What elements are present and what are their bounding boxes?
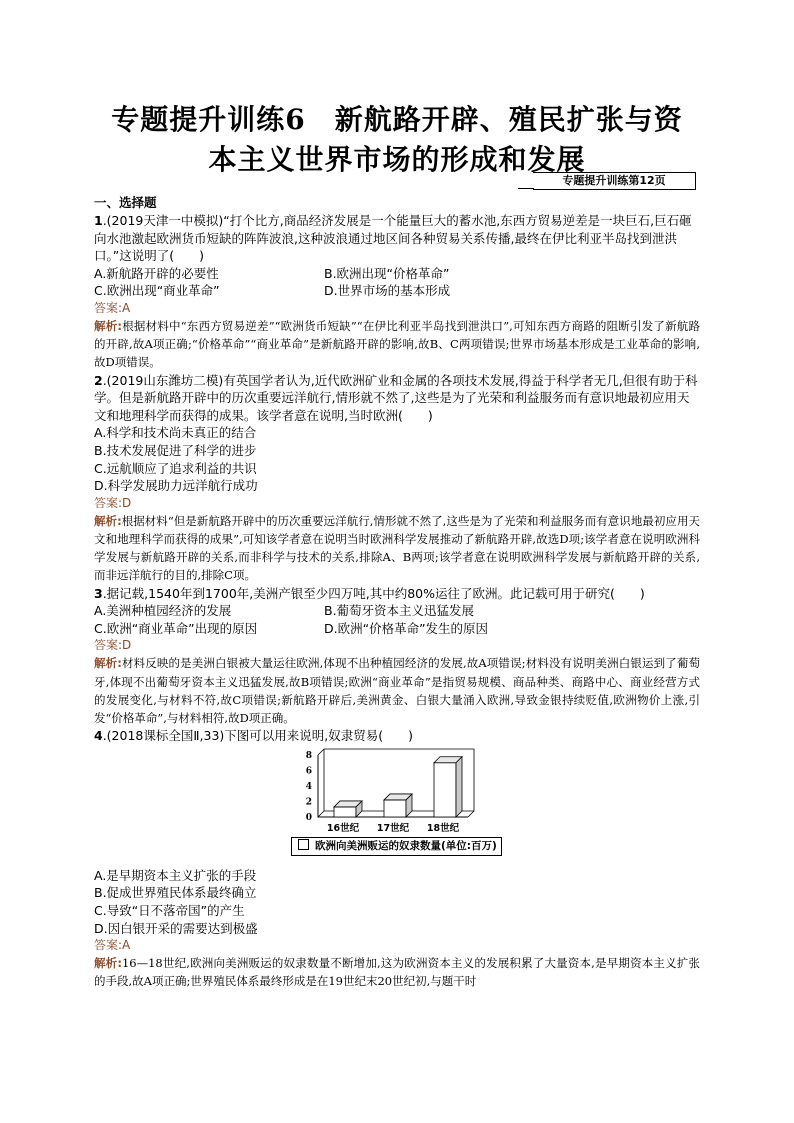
question-2-text: .(2019山东潍坊二模)有英国学者认为,近代欧洲矿业和金属的各项技术发展,得益于科学者无几,但很有助于科学。但是新航路开辟中的历次重要远洋航行,情形就不然了,这些是为了光荣和利益服务而有意识地最初应用天文和地理科学而获得的成果。该学者意在说明,当时欧洲( ) [94, 372, 698, 423]
y-tick-label: 6 [305, 766, 312, 777]
option-c[interactable]: C.欧洲出现“商业革命” [94, 283, 220, 299]
floor-edge [468, 811, 474, 817]
legend-swatch [298, 839, 309, 850]
question-1-explanation [94, 317, 700, 372]
explanation-label: 解析: [94, 956, 122, 971]
explanation-label: 解析: [94, 513, 122, 528]
bar [384, 800, 406, 817]
bar-side [456, 756, 462, 816]
question-1-text: .(2019天津一中模拟)“打个比方,商品经济发展是一个能量巨大的蓄水池,东西方贸易逆差是一块巨石,巨石砸向水池激起欧洲货币短缺的阵阵波浪,这种波浪通过地区间各种贸易关系传播,最终在伊比利亚半岛找到泄洪口。”这说明了( ) [94, 213, 692, 264]
question-3-stem [94, 585, 700, 603]
option-d[interactable]: D.世界市场的基本形成 [324, 283, 451, 299]
explanation-text: 材料反映的是美洲白银被大量运往欧洲,体现不出种植园经济的发展,故A项错误;材料没有说明美洲白银运到了葡萄牙,体现不出葡萄牙资本主义迅猛发展,故B项错误;欧洲“商业革命”是指贸易规模、商品种类、商路中心、商业经营方式的发展变化,与材料不符,故C项错误;新航路开辟后,美洲黄金、白银大量涌入欧洲,导致金银持续贬值,欧洲物价上涨,引发“价格革命”,与材料相符,故D项正确。 [94, 656, 700, 725]
explanation-label: 解析: [94, 656, 122, 671]
question-4-answer: 答案:A [94, 938, 131, 953]
question-3-number: 3 [94, 585, 103, 601]
question-2-answer: 答案:D [94, 495, 132, 510]
slave-trade-chart [94, 745, 700, 867]
option-b[interactable]: B.葡萄牙资本主义迅猛发展 [324, 603, 475, 619]
x-tick-label: 17世纪 [376, 822, 410, 834]
option-c[interactable]: C.导致“日不落帝国”的产生 [94, 902, 245, 918]
option-a[interactable]: A.科学和技术尚未真正的结合 [94, 425, 257, 441]
y-tick-label: 2 [305, 797, 312, 808]
explanation-text: 根据材料“但是新航路开辟中的历次重要远洋航行,情形就不然了,这些是为了光荣和利益服务而有意识地最初应用天文和地理科学而获得的成果”,可知该学者意在说明当时欧洲科学发展推动了新航路开辟,故选D项;该学者意在说明欧洲科学发展与新航路开辟的关系,而非科学与技术的关系,排除A、B两项;该学者意在说明欧洲科学发展与新航路开辟的关系,而非远洋航行的目的,排除C项。 [94, 513, 700, 583]
question-3-answer: 答案:D [94, 638, 132, 653]
question-1-options [94, 265, 700, 300]
bar-chart [290, 747, 490, 837]
question-3 [94, 585, 700, 728]
option-a[interactable]: A.美洲种植园经济的发展 [94, 603, 232, 619]
question-2-number: 2 [94, 372, 103, 388]
question-3-options [94, 602, 700, 637]
explanation-label: 解析: [94, 318, 123, 333]
top-edge [318, 749, 324, 755]
y-tick-label: 8 [305, 750, 312, 761]
question-4-explanation [94, 954, 700, 990]
floor-edge [318, 811, 324, 817]
y-tick-label: 0 [305, 812, 312, 823]
question-4-text: .(2018课标全国Ⅱ,33)下图可以用来说明,奴隶贸易( ) [102, 728, 414, 744]
bar [334, 807, 356, 817]
legend-label: 欧洲向美洲贩运的奴隶数量(单位:百万) [315, 839, 497, 852]
option-b[interactable]: B.技术发展促进了科学的进步 [94, 442, 257, 458]
option-b[interactable]: B.欧洲出现“价格革命” [324, 265, 450, 281]
question-3-text: .据记载,1540年到1700年,美洲产银至少四万吨,其中约80%运往了欧洲。此记载可用于研究( ) [102, 585, 645, 601]
bar [434, 762, 456, 816]
section-heading: 一、选择题 [94, 195, 157, 210]
option-b[interactable]: B.促成世界殖民体系最终确立 [94, 885, 257, 901]
question-3-explanation [94, 654, 700, 727]
option-c[interactable]: C.远航顺应了追求利益的共识 [94, 460, 257, 476]
x-tick-label: 18世纪 [426, 822, 460, 834]
tag-rule [518, 188, 534, 189]
question-4 [94, 727, 700, 990]
y-tick-label: 4 [305, 781, 312, 792]
page-title-line-1: 专题提升训练6 新航路开辟、殖民扩张与资 [111, 103, 683, 136]
explanation-text: 16—18世纪,欧洲向美洲贩运的奴隶数量不断增加,这为欧洲资本主义的发展积累了大量资本,是早期资本主义扩张的手段,故A项正确;世界殖民体系最终形成是在19世纪末20世纪初,与题干时 [94, 956, 700, 989]
question-4-stem [94, 727, 700, 745]
option-d[interactable]: D.欧洲“价格革命”发生的原因 [324, 620, 489, 636]
option-d[interactable]: D.科学发展助力远洋航行成功 [94, 478, 258, 494]
question-2-stem [94, 372, 700, 425]
question-2 [94, 372, 700, 585]
question-1-number: 1 [94, 213, 103, 228]
chart-legend [291, 837, 502, 856]
page-title-line-2: 本主义世界市场的形成和发展 [208, 143, 586, 176]
question-list [94, 212, 700, 991]
question-1-answer: 答案:A [94, 300, 131, 315]
option-d[interactable]: D.因白银开采的需要达到极盛 [94, 920, 258, 936]
option-a[interactable]: A.新航路开辟的必要性 [94, 265, 219, 281]
page-tag: 专题提升训练第12页 [533, 172, 696, 190]
explanation-text: 根据材料中“东西方贸易逆差”“欧洲货币短缺”“在伊比利亚半岛找到泄洪口”,可知东西方商路的阻断引发了新航路的开辟,故A项正确;“价格革命”“商业革命”是新航路开辟的影响,故B、C两项错误;世界市场基本形成是工业革命的影响,故D项错误。 [94, 318, 700, 370]
question-1 [94, 212, 700, 372]
question-2-explanation [94, 512, 700, 585]
option-c[interactable]: C.欧洲“商业革命”出现的原因 [94, 620, 258, 636]
question-1-stem [94, 212, 700, 265]
option-a[interactable]: A.是早期资本主义扩张的手段 [94, 867, 257, 883]
x-tick-label: 16世纪 [326, 822, 360, 834]
question-4-number: 4 [94, 728, 103, 744]
